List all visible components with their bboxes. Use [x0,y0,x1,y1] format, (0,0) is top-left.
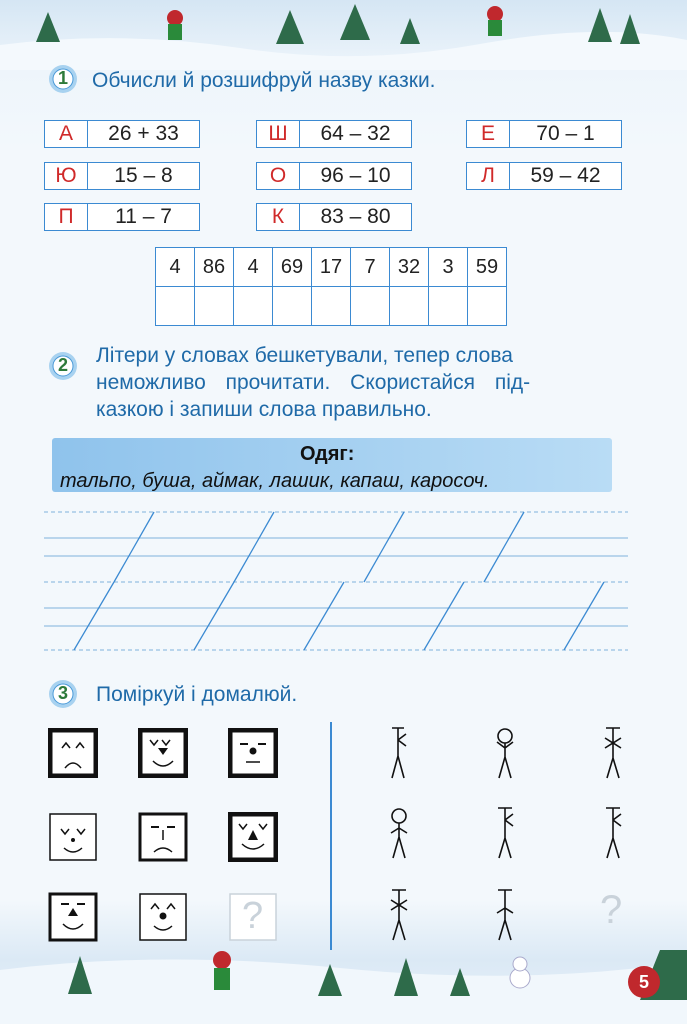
question-mark-figure[interactable]: ? [600,888,623,932]
cipher-pair-a: А 26 + 33 [44,120,200,148]
answer-number-cell: 59 [468,248,507,287]
stick-figure-3 [598,726,628,782]
answer-number-cell: 4 [234,248,273,287]
answer-letter-cell[interactable] [351,287,390,326]
answer-letter-cell[interactable] [234,287,273,326]
stick-figure-8 [490,888,520,944]
cipher-pair-yu: Ю 15 – 8 [44,162,200,190]
answer-letters-row [156,287,507,326]
face-frame-happy-thin [48,812,98,862]
cipher-pair-sh: Ш 64 – 32 [256,120,412,148]
question-mark-face: ? [242,895,264,937]
answer-numbers-row [156,248,507,287]
face-frame-happy-triangle [138,728,188,778]
task2-line-2: неможливо прочитати. Скористайся під- [96,371,531,394]
answer-number-cell: 3 [429,248,468,287]
stick-figure-6 [598,806,628,862]
winter-header-decoration [0,0,687,70]
task-number-1: 1 [58,68,69,88]
cipher-pair-e: Е 70 – 1 [466,120,622,148]
answer-number-cell: 69 [273,248,312,287]
cipher-pair-k: К 83 – 80 [256,203,412,231]
task-number-2: 2 [58,355,69,375]
face-frame-neutral [228,728,278,778]
answer-number-cell: 32 [390,248,429,287]
answer-letter-cell[interactable] [273,287,312,326]
hint-words: тальпо, буша, аймак, лашик, капаш, каросоч. [60,470,490,492]
face-frame-happy-dot [138,892,188,942]
stick-figure-1 [384,726,414,782]
answer-number-cell: 86 [195,248,234,287]
cipher-pair-l: Л 59 – 42 [466,162,622,190]
face-frame-happy-triangle-thick [228,812,278,862]
answer-letter-cell[interactable] [429,287,468,326]
answer-letter-cell[interactable] [195,287,234,326]
answer-number-cell: 17 [312,248,351,287]
answer-number-cell: 7 [351,248,390,287]
task2-line-3: казкою і запиши слова правильно. [96,398,432,421]
cipher-pair-o: О 96 – 10 [256,162,412,190]
task3-title: Поміркуй і домалюй. [96,683,298,706]
page-number: 5 [628,966,660,998]
divider-line [330,722,332,950]
answer-number-cell: 4 [156,248,195,287]
face-frame-sad-medium [138,812,188,862]
stick-figure-4 [384,806,414,862]
face-frame-sad-thick [48,728,98,778]
face-frame-happy-triangle-medium [48,892,98,942]
task-number-3: 3 [58,683,69,703]
winter-footer-decoration [0,950,687,1024]
answer-letter-cell[interactable] [156,287,195,326]
answer-letter-cell[interactable] [468,287,507,326]
stick-figure-5 [490,806,520,862]
task2-line-1: Літери у словах бешкетували, тепер слова [96,344,513,367]
writing-lines[interactable] [44,500,628,660]
cipher-pair-p: П 11 – 7 [44,203,200,231]
hint-title: Одяг: [300,443,355,465]
answer-letter-cell[interactable] [390,287,429,326]
stick-figure-7 [384,888,414,944]
answer-letter-cell[interactable] [312,287,351,326]
stick-figure-2 [490,726,520,782]
answer-table [155,247,507,326]
task1-title: Обчисли й розшифруй назву казки. [92,69,436,92]
